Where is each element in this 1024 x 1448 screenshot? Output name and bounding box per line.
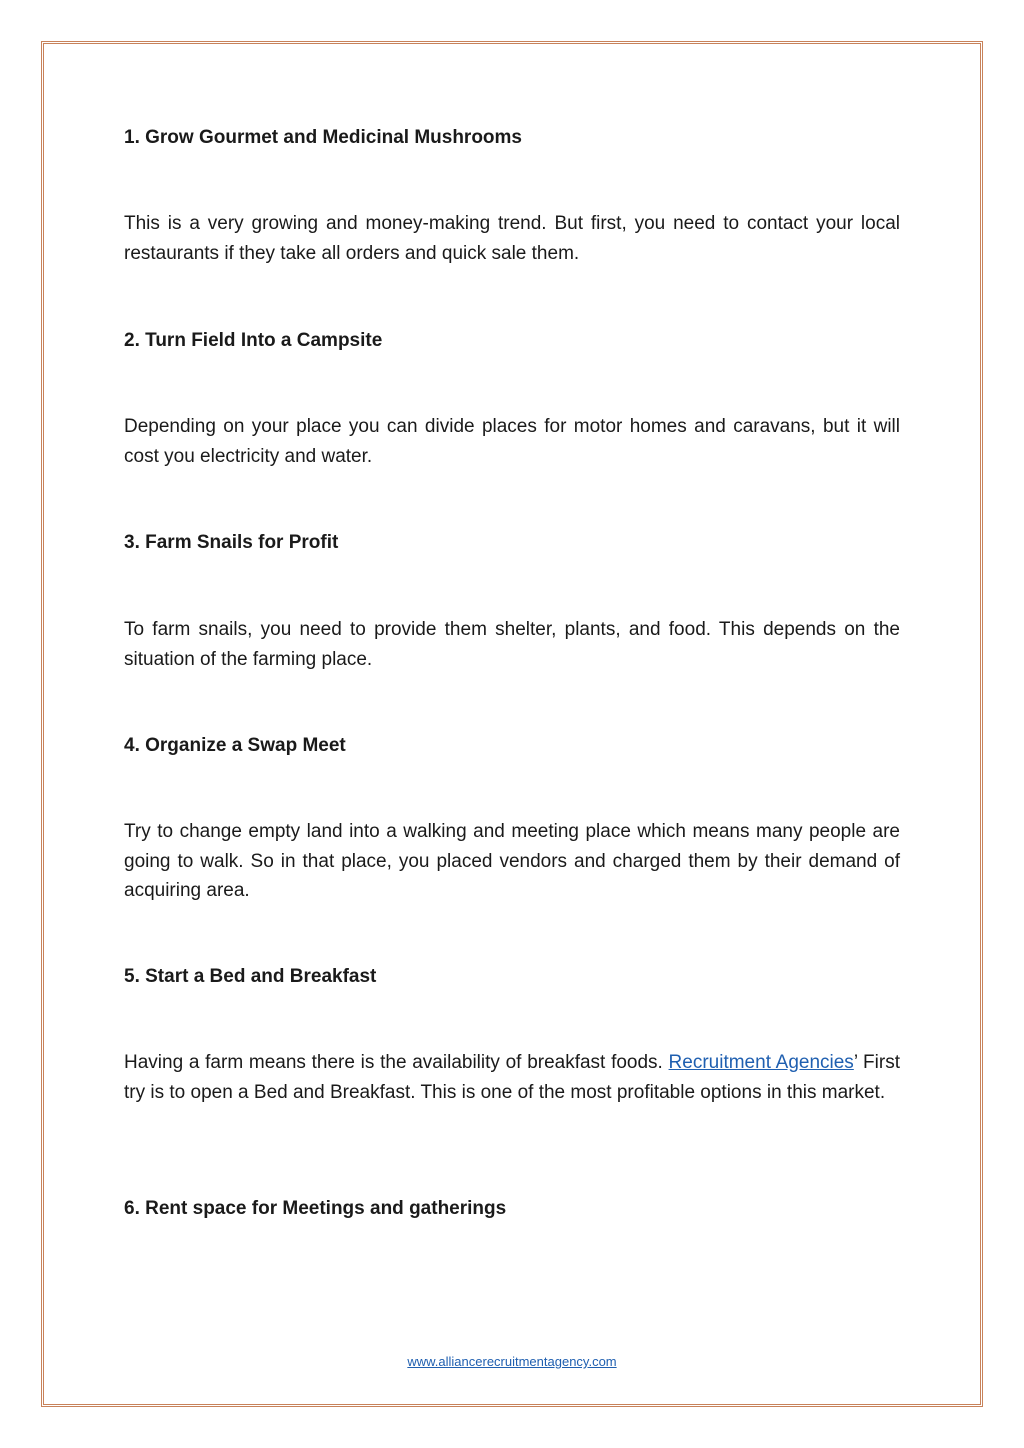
page-footer xyxy=(0,1353,1024,1371)
section-paragraph xyxy=(124,1048,900,1107)
section-paragraph: Try to change empty land into a walking and meeting place which means many people are going to walk. So in that place, you placed vendors and charged them by their demand of acquiring area. xyxy=(124,821,900,901)
section-heading: 2. Turn Field Into a Campsite xyxy=(124,330,383,351)
section-paragraph: This is a very growing and money-making trend. But first, you need to contact your local restaurants if they take all orders and quick sale them. xyxy=(124,213,900,264)
paragraph-text: ’ First try is to open a Bed and Breakfast. This is one of the most profitable options in this market. xyxy=(124,1052,900,1103)
section-heading: 4. Organize a Swap Meet xyxy=(124,735,346,756)
section-paragraph: To farm snails, you need to provide them shelter, plants, and food. This depends on the situation of the farming place. xyxy=(124,619,900,670)
paragraph-text: Having a farm means there is the availability of breakfast foods. xyxy=(124,1052,669,1073)
section-paragraph: Depending on your place you can divide places for motor homes and caravans, but it will cost you electricity and water. xyxy=(124,416,900,467)
section-heading: 3. Farm Snails for Profit xyxy=(124,532,339,553)
section-heading: 6. Rent space for Meetings and gatherings xyxy=(124,1198,507,1219)
recruitment-agencies-link[interactable]: Recruitment Agencies xyxy=(668,1052,854,1073)
section-heading: 1. Grow Gourmet and Medicinal Mushrooms xyxy=(124,127,522,148)
section-heading: 5. Start a Bed and Breakfast xyxy=(124,966,377,987)
website-link[interactable]: www.alliancerecruitmentagency.com xyxy=(407,1354,617,1369)
